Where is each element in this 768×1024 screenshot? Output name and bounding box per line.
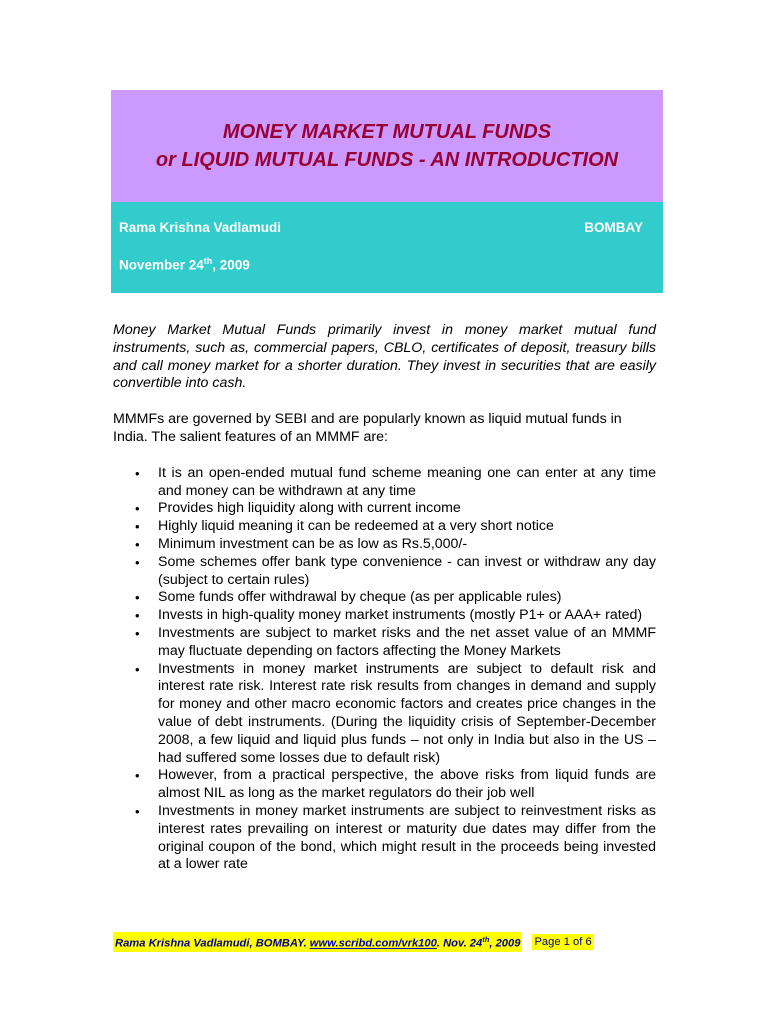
bullet-icon: • [135, 465, 140, 481]
intro-paragraph: Money Market Mutual Funds primarily invest in money market mutual fund instruments, such as, commercial papers, CBLO, certificates of deposit, treasury bills and call money market for a shorter duration. They invest in securities that are easily convertible into cash. [113, 322, 656, 392]
list-item [113, 661, 656, 768]
list-item [113, 536, 656, 554]
bullet-icon: • [135, 519, 140, 535]
list-item-text: It is an open-ended mutual fund scheme meaning one can enter at any time and money can be withdrawn at any time [158, 464, 656, 499]
footer-date-suffix: th [482, 935, 490, 944]
page-number: Page 1 of 6 [534, 935, 592, 948]
date-year: , 2009 [212, 257, 250, 273]
list-item [113, 518, 656, 536]
bullet-icon: • [135, 608, 140, 624]
author-info-banner [111, 202, 663, 293]
list-item-text: However, from a practical perspective, the above risks from liquid funds are almost NIL as long as the market regulators do their job well [158, 767, 656, 802]
list-item [113, 589, 656, 607]
publication-date [119, 256, 250, 273]
scribd-link[interactable]: www.scribd.com/vrk100 [309, 937, 437, 950]
list-item-text: Minimum investment can be as low as Rs.5,000/- [158, 535, 468, 552]
document-header [111, 90, 663, 293]
bullet-icon: • [135, 501, 140, 517]
list-item [113, 803, 656, 874]
list-item [113, 767, 656, 803]
author-name: Rama Krishna Vadlamudi [119, 220, 282, 235]
bullet-icon: • [135, 590, 140, 606]
list-item [113, 607, 656, 625]
footer-date-prefix: . Nov. 24 [436, 937, 483, 950]
bullet-icon: • [135, 661, 140, 677]
footer-author: Rama Krishna Vadlamudi, BOMBAY. [115, 937, 307, 950]
footer-reference [113, 932, 522, 952]
date-prefix: November 24 [119, 257, 204, 273]
list-item [113, 554, 656, 590]
list-item [113, 625, 656, 661]
page-footer [113, 932, 656, 952]
bullet-icon: • [135, 803, 140, 819]
list-item-text: Highly liquid meaning it can be redeemed at a very short notice [158, 518, 554, 535]
list-item-text: Investments are subject to market risks and the net asset value of an MMMF may fluctuate depending on factors affecting the Money Markets [158, 624, 656, 659]
footer-date-year: , 2009 [489, 937, 521, 950]
list-item [113, 465, 656, 501]
title-line-1: MONEY MARKET MUTUAL FUNDS [222, 121, 552, 143]
bullet-icon: • [135, 768, 140, 784]
bullet-icon: • [135, 536, 140, 552]
document-body [113, 322, 656, 874]
author-city: BOMBAY [584, 220, 643, 235]
list-item-text: Investments in money market instruments are subject to default risk and interest rate risk. Interest rate risk results from changes in demand and supply for money and other macro economic factors and creates price changes in the value of debt instruments. (During the liquidity crisis of September-December 2008, a few liquid and liquid plus funds – not only in India but also in the US – had suffered some losses due to default risk) [158, 660, 656, 766]
bullet-icon: • [135, 554, 140, 570]
title-line-2: or LIQUID MUTUAL FUNDS - AN INTRODUCTION [155, 149, 619, 171]
features-intro-paragraph: MMMFs are governed by SEBI and are popularly known as liquid mutual funds in India. The salient features of an MMMF are: [113, 411, 622, 445]
features-list [113, 465, 656, 874]
list-item-text: Some funds offer withdrawal by cheque (as per applicable rules) [158, 589, 562, 606]
list-item-text: Some schemes offer bank type convenience - can invest or withdraw any day (subject to certain rules) [158, 553, 656, 588]
list-item [113, 500, 656, 518]
list-item-text: Invests in high-quality money market instruments (mostly P1+ or AAA+ rated) [158, 607, 643, 624]
bullet-icon: • [135, 625, 140, 641]
list-item-text: Provides high liquidity along with current income [158, 500, 461, 517]
list-item-text: Investments in money market instruments are subject to reinvestment risks as interest rates prevailing on interest or maturity due dates may differ from the original coupon of the bond, which might result in the proceeds being invested at a lower rate [158, 802, 656, 873]
date-suffix: th [203, 256, 213, 266]
title-banner [111, 90, 663, 202]
